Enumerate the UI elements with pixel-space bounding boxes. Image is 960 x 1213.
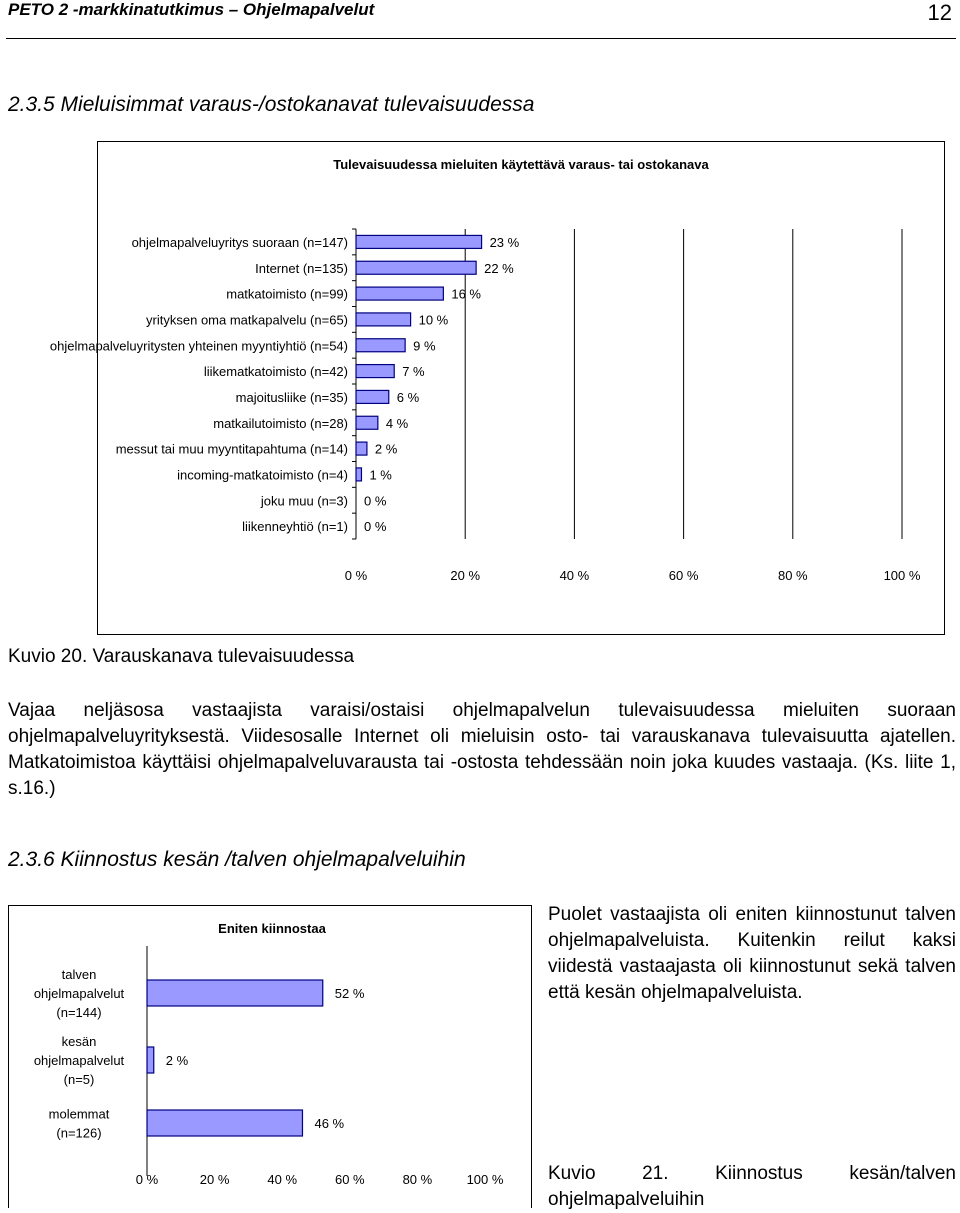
chart-1-value-label: 6 % (396, 389, 420, 405)
chart-1-bar (356, 468, 361, 481)
header-rule (6, 38, 956, 39)
chart-1-bar (356, 235, 482, 248)
chart-1-bar (356, 339, 405, 352)
chart-1-category-label: matkatoimisto (n=99) (226, 286, 348, 302)
chart-2-value-label: 46 % (314, 1116, 345, 1131)
chart-1-title: Tulevaisuudessa mieluiten käytettävä varaus- tai ostokanava (333, 157, 709, 172)
chart-1-x-tick-label: 100 % (883, 568, 921, 583)
chart-2-bar (147, 1047, 154, 1073)
chart-1-category-label: liikematkatoimisto (n=42) (203, 364, 348, 380)
chart-1-category-label: incoming-matkatoimisto (n=4) (177, 467, 348, 483)
chart-1-value-label: 10 % (418, 312, 449, 328)
chart-2-x-tick-label: 40 % (267, 1172, 298, 1187)
chart-1-category-label: majoitusliike (n=35) (235, 389, 348, 405)
chart-1-category-label: ohjelmapalveluyritys suoraan (n=147) (131, 234, 348, 250)
chart-1-value-label: 16 % (451, 286, 482, 302)
chart-1-x-tick-label: 40 % (559, 568, 590, 583)
chart-1-category-label: joku muu (n=3) (260, 493, 348, 509)
chart-2-value-label: 2 % (165, 1053, 189, 1068)
chart-1-value-label: 9 % (413, 338, 436, 354)
chart-2-x-tick-label: 100 % (466, 1172, 504, 1187)
chart-1-value-label: 0 % (364, 493, 387, 509)
chart-1-category-label: matkailutoimisto (n=28) (213, 415, 348, 431)
chart-1-category-label: yrityksen oma matkapalvelu (n=65) (146, 312, 348, 328)
chart-1-x-tick-label: 0 % (344, 568, 368, 583)
chart-1-category-label: messut tai muu myyntitapahtuma (n=14) (115, 441, 348, 457)
chart-1-bar (356, 261, 476, 274)
chart-2-x-tick-label: 80 % (402, 1172, 433, 1187)
chart-1-value-label: 4 % (385, 415, 409, 431)
page-number: 12 (927, 0, 952, 25)
chart-2 (9, 906, 531, 1208)
chart-2-x-tick-label: 60 % (334, 1172, 365, 1187)
chart-1-bar (356, 287, 443, 300)
chart-1 (49, 142, 944, 634)
figure-1-caption: Kuvio 20. Varauskanava tulevaisuudessa (8, 646, 355, 667)
chart-1-value-label: 1 % (369, 467, 392, 483)
chart-2-category-label: talven ohjelmapalvelut (n=144) (33, 967, 125, 1020)
chart-1-category-label: liikenneyhtiö (n=1) (242, 519, 348, 535)
chart-2-bar (147, 1110, 302, 1136)
header-title: PETO 2 -markkinatutkimus – Ohjelmapalvelut (8, 0, 375, 19)
section-heading-2-3-5: 2.3.5 Mieluisimmat varaus-/ostokanavat tulevaisuudessa (8, 93, 535, 116)
chart-1-x-tick-label: 60 % (668, 568, 699, 583)
chart-1-value-label: 22 % (484, 260, 514, 276)
chart-1-bar (356, 313, 411, 326)
chart-1-frame (49, 141, 945, 635)
chart-2-x-tick-label: 20 % (199, 1172, 230, 1187)
chart-1-value-label: 7 % (402, 364, 425, 380)
paragraph-2: Puolet vastaajista oli eniten kiinnostunut talven ohjelmapalveluista. Kuitenkin reilut kaksi viidestä vastaajasta oli kiinnostunut sekä talven että kesän ohjelmapalveluista. (548, 904, 956, 1003)
chart-1-value-label: 23 % (489, 234, 520, 250)
chart-1-value-label: 0 % (364, 519, 387, 535)
chart-2-category-label: kesän ohjelmapalvelut (n=5) (33, 1034, 125, 1087)
chart-2-title: Eniten kiinnostaa (218, 921, 326, 936)
chart-2-bar (147, 980, 323, 1006)
chart-1-bar (356, 442, 367, 455)
paragraph-1: Vajaa neljäsosa vastaajista varaisi/ostaisi ohjelmapalvelun tulevaisuudessa mieluiten suoraan ohjelmapalveluyrityksestä. Viidesosalle Internet oli mieluisin osto- tai varauskanava tulevaisuutta ajatellen. Matkatoimistoa käyttäisi ohjelmapalveluvarausta tai -ostosta tehdessään noin joka kuudes vastaaja. (Ks. liite 1, s.16.) (8, 700, 956, 799)
chart-1-category-label: ohjelmapalveluyritysten yhteinen myyntiyhtiö (n=54) (49, 338, 348, 354)
chart-1-value-label: 2 % (374, 441, 398, 457)
chart-1-x-tick-label: 20 % (450, 568, 481, 583)
chart-1-category-label: Internet (n=135) (255, 260, 348, 276)
chart-2-value-label: 52 % (334, 986, 365, 1001)
chart-2-x-tick-label: 0 % (135, 1172, 159, 1187)
section-heading-2-3-6: 2.3.6 Kiinnostus kesän /talven ohjelmapalveluihin (8, 848, 466, 871)
chart-1-bar (356, 365, 394, 378)
chart-2-frame (8, 905, 532, 1208)
chart-1-x-tick-label: 80 % (777, 568, 808, 583)
figure-2-caption: Kuvio 21. Kiinnostus kesän/talven ohjelmapalveluihin (548, 1163, 956, 1210)
chart-2-category-label: molemmat (n=126) (48, 1106, 110, 1141)
chart-1-bar (356, 416, 378, 429)
chart-1-bar (356, 390, 389, 403)
